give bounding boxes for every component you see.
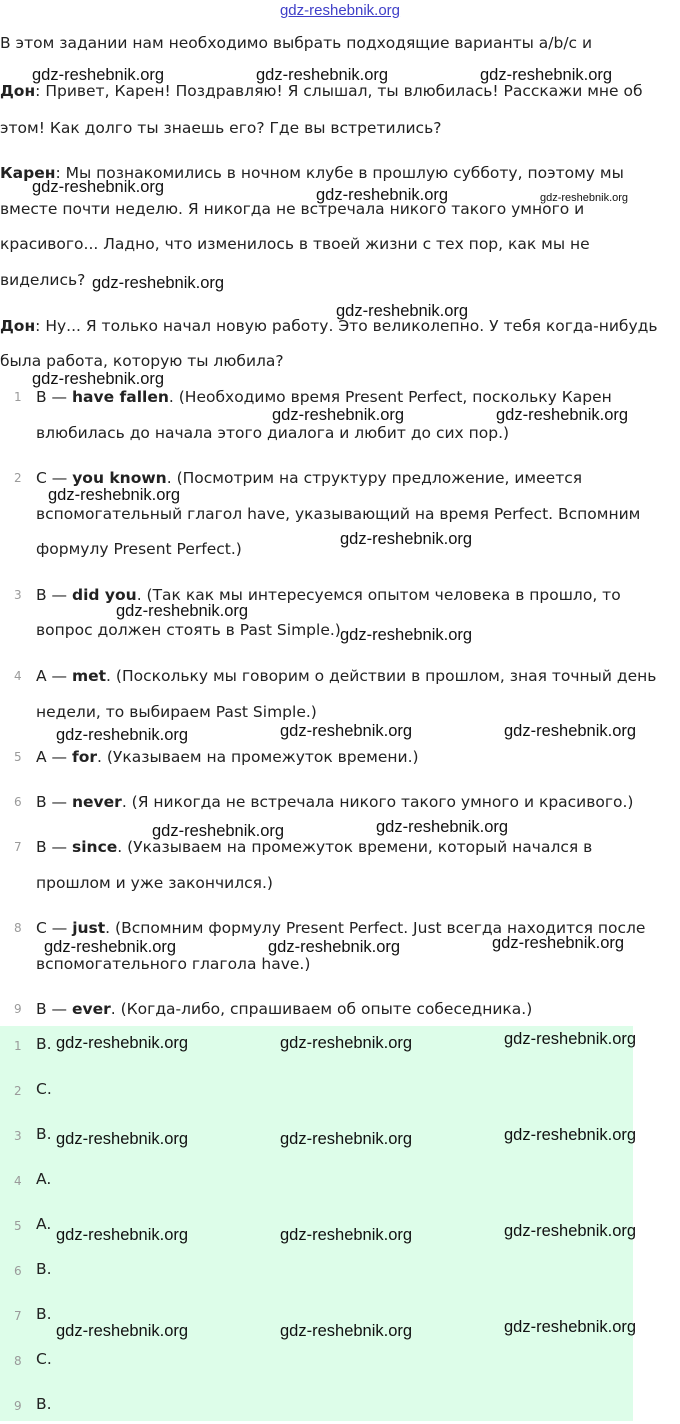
explanation-text: вопрос должен стоять в Past Simple.)	[36, 621, 341, 639]
watermark-text: gdz-reshebnik.org	[268, 938, 401, 956]
explanation-continuation	[0, 946, 674, 982]
dialogue-text: : Мы познакомились в ночном клубе в прошлую субботу, поэтому мы	[55, 164, 624, 182]
watermark-text: gdz-reshebnik.org	[152, 822, 285, 840]
explanation-text: . (Посмотрим на структуру предложение, имеется	[166, 469, 583, 487]
explanation-item	[0, 739, 674, 775]
watermark-text: gdz-reshebnik.org	[280, 1034, 413, 1052]
watermark-text: gdz-reshebnik.org	[280, 1226, 413, 1244]
explanation-text: . (Вспомним формулу Present Perfect. Just всегда находится после	[105, 919, 646, 937]
watermark-text: gdz-reshebnik.org	[48, 486, 181, 504]
watermark-text: gdz-reshebnik.org	[492, 934, 625, 952]
explanation-item	[0, 829, 674, 865]
explanation-item	[0, 991, 674, 1027]
dialogue-line: виделись?	[0, 271, 86, 289]
explanation-continuation	[0, 865, 674, 901]
watermark-text: gdz-reshebnik.org	[32, 66, 165, 84]
watermark-text: gdz-reshebnik.org	[504, 722, 637, 740]
item-number: 3	[14, 1129, 22, 1143]
explanation-text: вспомогательный глагол have, указывающий на время Perfect. Вспомним	[36, 505, 641, 523]
answer-value: C.	[36, 1080, 52, 1098]
item-number: 5	[14, 1219, 22, 1233]
watermark-text: gdz-reshebnik.org	[336, 302, 469, 320]
explanation-text: недели, то выбираем Past Simple.)	[36, 703, 317, 721]
explanation-text: . (Поскольку мы говорим о действии в прошлом, зная точный день	[106, 667, 657, 685]
watermark-text: gdz-reshebnik.org	[340, 530, 473, 548]
answer-value: C.	[36, 1350, 52, 1368]
answer-row	[0, 1071, 52, 1107]
watermark-text: gdz-reshebnik.org	[496, 406, 629, 424]
watermark-text: gdz-reshebnik.org	[504, 1030, 637, 1048]
answer-letter: B —	[36, 1000, 72, 1018]
watermark-text: gdz-reshebnik.org	[32, 370, 165, 388]
watermark-text: gdz-reshebnik.org	[256, 66, 389, 84]
answer-row	[0, 1026, 52, 1062]
answer-row	[0, 1296, 52, 1332]
dialogue-line	[0, 73, 674, 109]
explanation-item	[0, 910, 674, 946]
item-number: 5	[14, 750, 22, 764]
item-number: 3	[14, 588, 22, 602]
answer-phrase: met	[71, 667, 107, 685]
answer-row	[0, 1161, 51, 1197]
answer-row	[0, 1341, 52, 1377]
answer-letter: B —	[36, 586, 72, 604]
watermark-text: gdz-reshebnik.org	[480, 66, 613, 84]
answer-row	[0, 1116, 52, 1152]
watermark-text: gdz-reshebnik.org	[116, 602, 249, 620]
speaker-name: Карен	[0, 164, 56, 182]
speaker-name: Дон	[0, 82, 36, 100]
answer-row	[0, 1206, 51, 1242]
watermark-text: gdz-reshebnik.org	[280, 722, 413, 740]
answer-letter: C —	[36, 919, 73, 937]
answer-letter: B —	[36, 388, 72, 406]
watermark-text: gdz-reshebnik.org	[504, 1318, 637, 1336]
answer-phrase: ever	[72, 1000, 111, 1018]
dialogue-line	[0, 155, 674, 191]
explanation-item	[0, 577, 674, 613]
speaker-name: Дон	[0, 317, 36, 335]
answer-value: B.	[36, 1395, 52, 1413]
explanation-text: . (Я никогда не встречала никого такого умного и красивого.)	[121, 793, 634, 811]
watermark-text: gdz-reshebnik.org	[56, 726, 189, 744]
item-number: 4	[14, 669, 22, 683]
explanation-text: вспомогательного глагола have.)	[36, 955, 311, 973]
site-header-link[interactable]: gdz-reshebnik.org	[279, 2, 401, 19]
explanation-item	[0, 658, 674, 694]
answer-value: B.	[36, 1125, 52, 1143]
watermark-text: gdz-reshebnik.org	[56, 1034, 189, 1052]
answer-row	[0, 1386, 52, 1422]
item-number: 9	[14, 1002, 22, 1016]
watermark-text: gdz-reshebnik.org	[272, 406, 405, 424]
explanation-continuation	[0, 531, 674, 567]
explanation-item	[0, 379, 674, 415]
item-number: 8	[14, 921, 22, 935]
watermark-text: gdz-reshebnik.org	[280, 1130, 413, 1148]
answer-phrase: just	[72, 919, 106, 937]
answer-phrase: did you	[72, 586, 137, 604]
watermark-text: gdz-reshebnik.org	[504, 1126, 637, 1144]
dialogue-text: : Привет, Карен! Поздравляю! Я слышал, ты влюбилась! Расскажи мне об	[35, 82, 643, 100]
item-number: 4	[14, 1174, 22, 1188]
answer-value: A.	[36, 1215, 52, 1233]
item-number: 6	[14, 1264, 22, 1278]
answer-value: B.	[36, 1305, 52, 1323]
answer-value: B.	[36, 1260, 52, 1278]
watermark-text: gdz-reshebnik.org	[540, 192, 629, 204]
dialogue-text: : Ну... Я только начал новую работу. Это великолепно. У тебя когда-нибудь	[35, 317, 658, 335]
explanation-text: формулу Present Perfect.)	[36, 540, 242, 558]
answer-phrase: you known	[72, 469, 167, 487]
watermark-text: gdz-reshebnik.org	[316, 186, 449, 204]
answer-letter: A —	[36, 667, 72, 685]
explanation-text: . (Так как мы интересуемся опытом человека в прошло, то	[136, 586, 621, 604]
explanation-continuation	[0, 415, 674, 451]
answer-phrase: never	[72, 793, 122, 811]
explanation-text: прошлом и уже закончился.)	[36, 874, 273, 892]
watermark-text: gdz-reshebnik.org	[92, 274, 225, 292]
watermark-text: gdz-reshebnik.org	[280, 1322, 413, 1340]
dialogue-line: этом! Как долго ты знаешь его? Где вы встретились?	[0, 119, 442, 137]
dialogue-line: красивого... Ладно, что изменилось в твоей жизни с тех пор, как мы не	[0, 235, 590, 253]
intro-text: В этом задании нам необходимо выбрать подходящие варианты a/b/c и	[0, 34, 593, 52]
explanation-text: влюбилась до начала этого диалога и любит до сих пор.)	[36, 424, 510, 442]
explanation-text: . (Необходимо время Present Perfect, поскольку Карен	[168, 388, 612, 406]
explanation-text: . (Указываем на промежуток времени.)	[97, 748, 419, 766]
item-number: 1	[14, 390, 22, 404]
item-number: 2	[14, 1084, 22, 1098]
explanation-continuation	[0, 612, 674, 648]
watermark-text: gdz-reshebnik.org	[376, 818, 509, 836]
answer-row	[0, 1251, 52, 1287]
explanation-text: . (Когда-либо, спрашиваем об опыте собеседника.)	[110, 1000, 533, 1018]
watermark-text: gdz-reshebnik.org	[44, 938, 177, 956]
watermark-text: gdz-reshebnik.org	[56, 1226, 189, 1244]
answer-value: A.	[36, 1170, 52, 1188]
answer-letter: B —	[36, 793, 72, 811]
dialogue-line: была работа, которую ты любила?	[0, 352, 284, 370]
answer-value: B.	[36, 1035, 52, 1053]
watermark-text: gdz-reshebnik.org	[340, 626, 473, 644]
watermark-text: gdz-reshebnik.org	[504, 1222, 637, 1240]
answer-phrase: since	[72, 838, 118, 856]
explanation-item	[0, 784, 674, 820]
watermark-text: gdz-reshebnik.org	[56, 1130, 189, 1148]
item-number: 7	[14, 1309, 22, 1323]
answer-summary-box	[0, 1026, 633, 1421]
explanation-continuation	[0, 694, 674, 730]
watermark-text: gdz-reshebnik.org	[56, 1322, 189, 1340]
item-number: 6	[14, 795, 22, 809]
answer-phrase: have fallen	[72, 388, 169, 406]
answer-letter: B —	[36, 838, 72, 856]
item-number: 1	[14, 1039, 22, 1053]
item-number: 9	[14, 1399, 22, 1413]
answer-phrase: for	[71, 748, 98, 766]
item-number: 7	[14, 840, 22, 854]
watermark-text: gdz-reshebnik.org	[32, 178, 165, 196]
explanation-item	[0, 460, 674, 496]
explanation-continuation	[0, 496, 674, 532]
item-number: 8	[14, 1354, 22, 1368]
item-number: 2	[14, 471, 22, 485]
answer-letter: C —	[36, 469, 73, 487]
dialogue-line	[0, 308, 674, 344]
explanation-text: . (Указываем на промежуток времени, который начался в	[117, 838, 593, 856]
dialogue-line: вместе почти неделю. Я никогда не встречала никого такого умного и	[0, 200, 585, 218]
answer-letter: A —	[36, 748, 72, 766]
